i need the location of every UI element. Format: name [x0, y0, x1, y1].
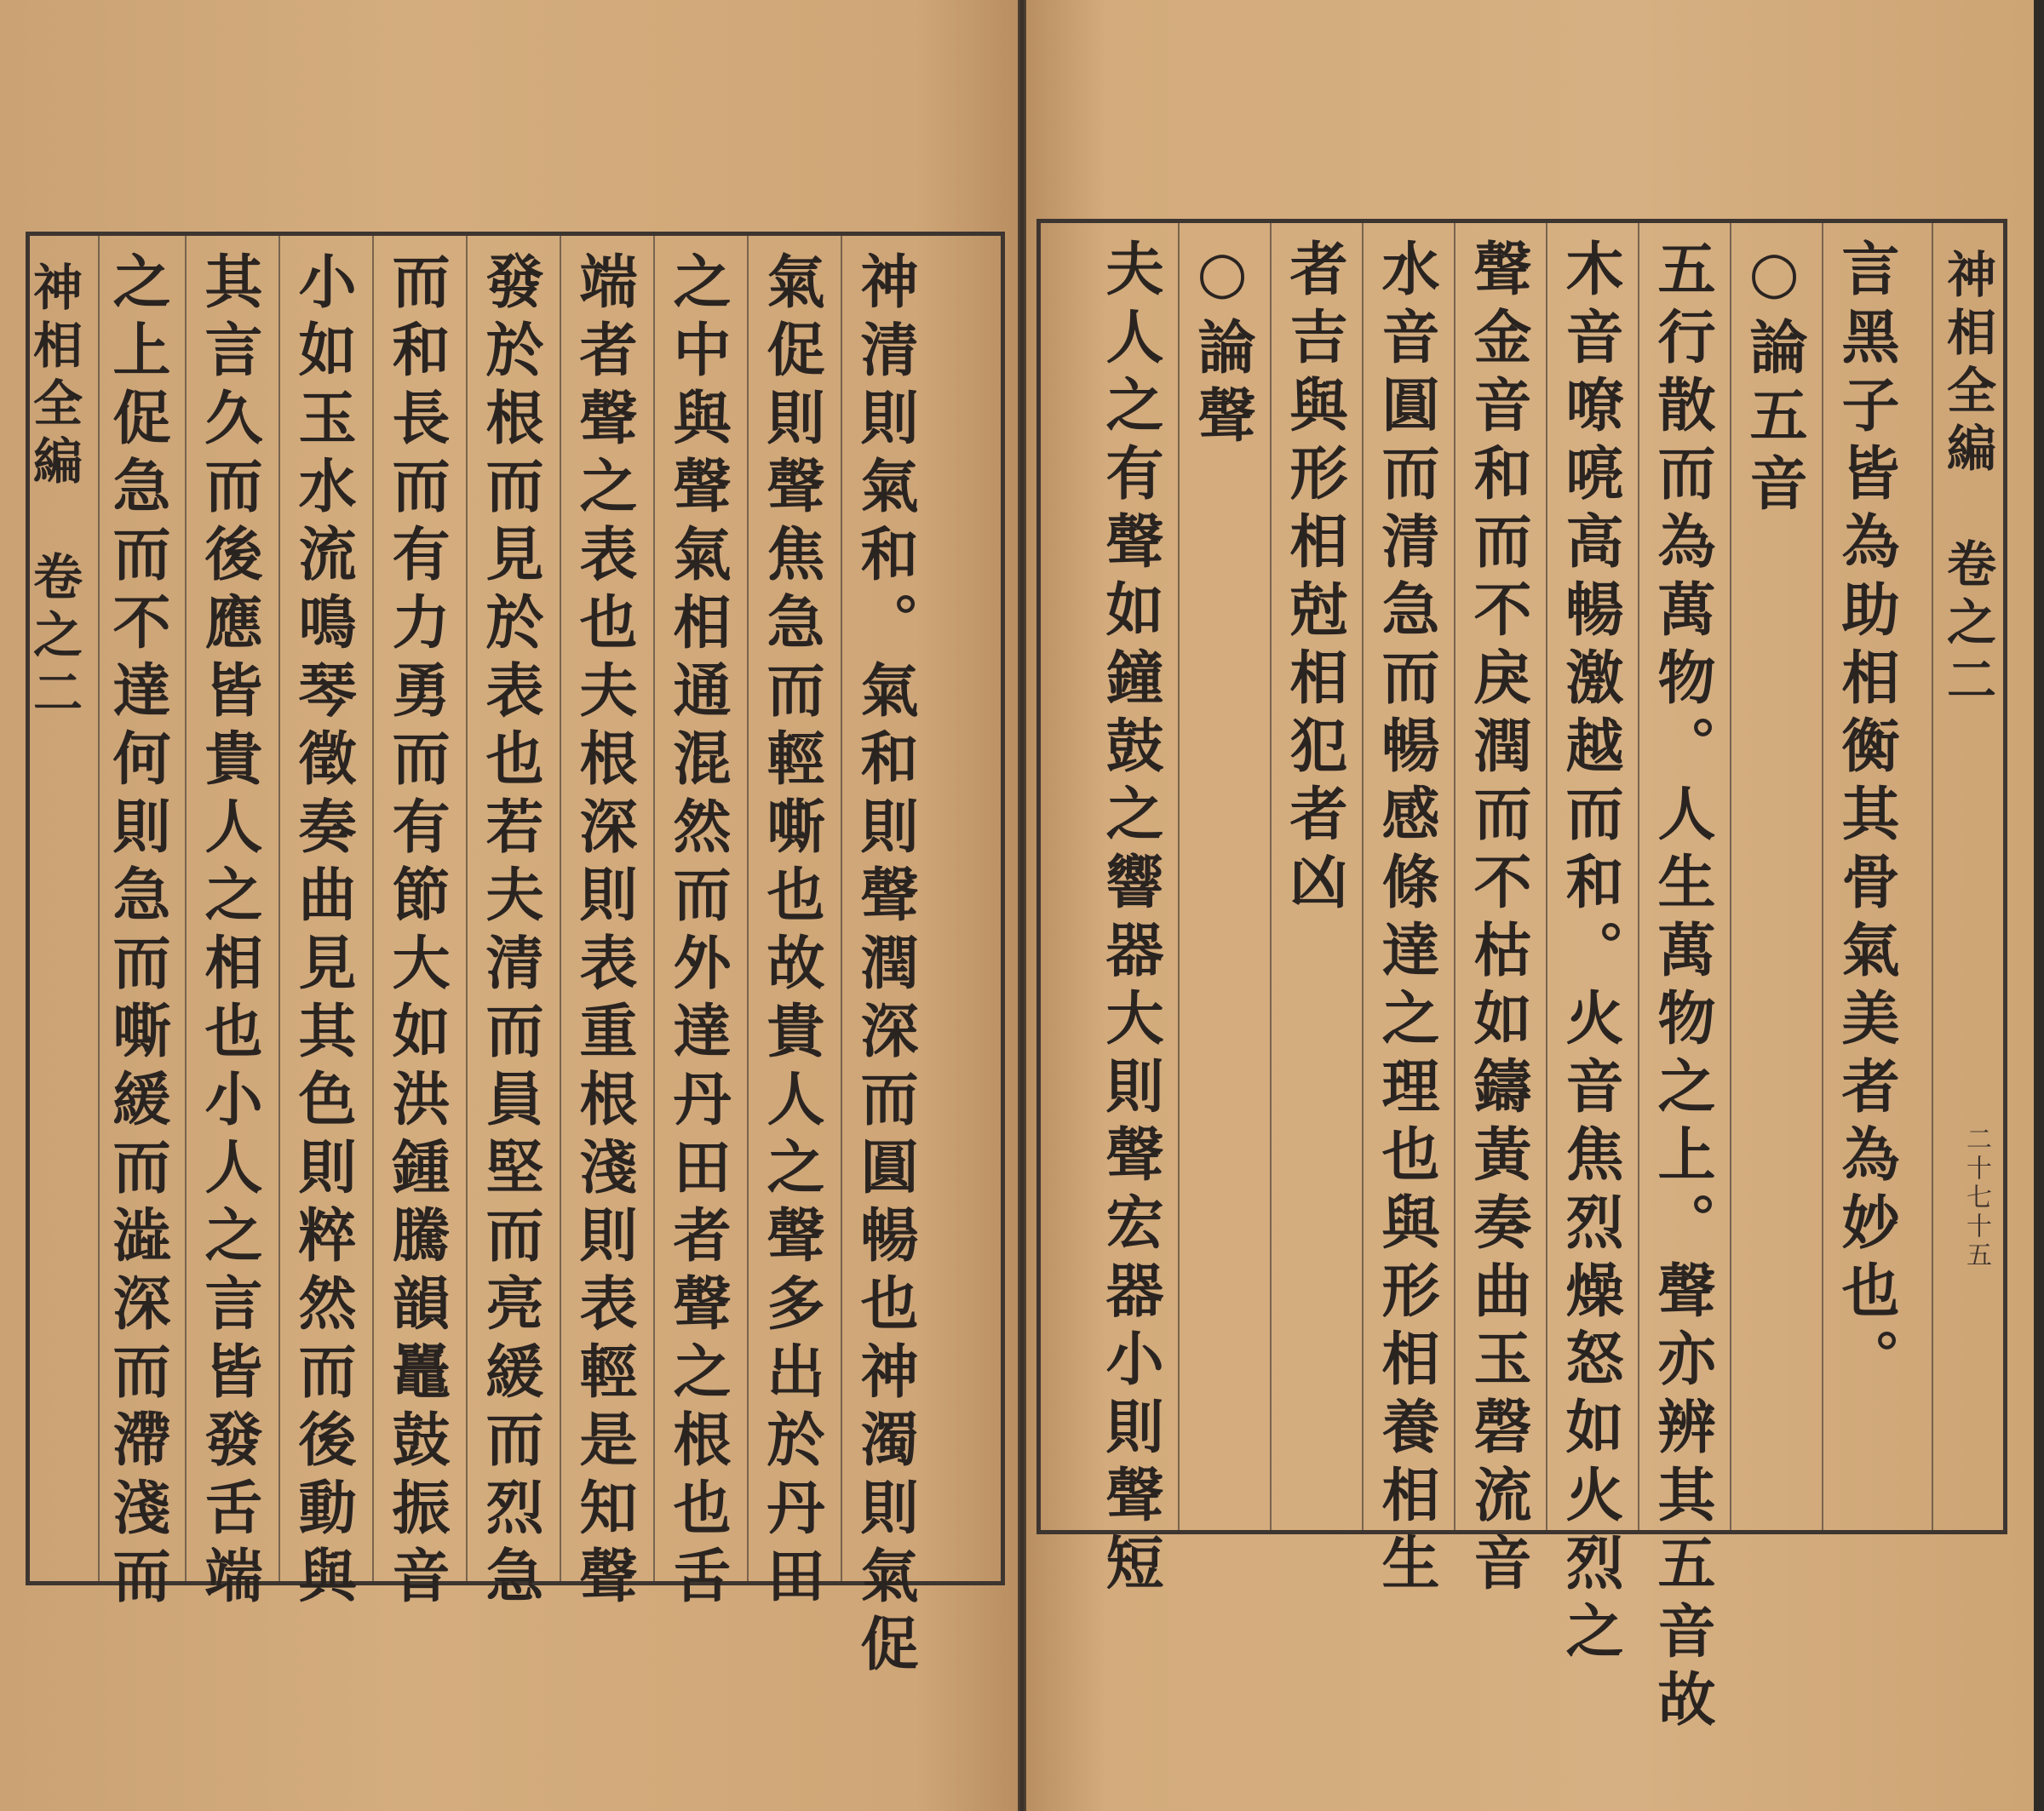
left-text-frame [25, 232, 1005, 1682]
left-column-4: 端者聲之表也夫根深則表重根淺則表輕是知聲 [570, 251, 638, 1613]
column-rule [1638, 223, 1639, 1530]
column-rule [1362, 223, 1364, 1530]
column-rule [747, 236, 749, 1581]
right-page [1026, 0, 2034, 1811]
left-column-5: 發於根而見於表也若夫清而員堅而亮緩而烈急 [476, 251, 544, 1613]
column-rule [1454, 223, 1455, 1530]
folio-number: 二十七十五 [1961, 1126, 1991, 1270]
column-rule [1178, 223, 1180, 1530]
right-margin-title: 神相全編 卷之二 [1938, 249, 1996, 712]
column-rule [841, 236, 842, 1581]
right-text-frame [1036, 219, 2007, 1737]
column-rule [466, 236, 468, 1581]
right-column-5: 聲金音和而不戾潤而不枯如鑄黃奏曲玉磬流音 [1464, 238, 1532, 1601]
column-rule [372, 236, 374, 1581]
right-column-7: 者吉與形相尅相犯者凶 [1280, 238, 1348, 920]
left-column-2: 氣促則聲焦急而輕嘶也故貴人之聲多出於丹田 [757, 251, 825, 1613]
column-rule [1546, 223, 1547, 1530]
column-rule [1822, 223, 1823, 1530]
right-column-9: 夫人之有聲如鐘鼓之響器大則聲宏器小則聲短 [1096, 238, 1164, 1601]
left-column-8: 其言久而後應皆貴人之相也小人之言皆發舌端 [195, 251, 263, 1613]
left-column-7: 小如玉水流鳴琴徵奏曲見其色則粹然而後動與 [289, 251, 357, 1613]
left-column-6: 而和長而有力勇而有節大如洪鍾騰韻鼉鼓振音 [382, 251, 451, 1613]
left-column-1: 神清則氣和。氣和則聲潤深而圓暢也神濁則氣促 [851, 251, 919, 1682]
left-page [0, 0, 1018, 1811]
left-column-3: 之中與聲氣相通混然而外達丹田者聲之根也舌 [663, 251, 732, 1613]
left-margin-title: 神相全編 卷之二 [25, 261, 83, 725]
left-column-9: 之上促急而不達何則急而嘶緩而澁深而滯淺而 [103, 251, 171, 1613]
right-column-3: 五行散而為萬物。人生萬物之上。聲亦辨其五音故 [1648, 238, 1716, 1737]
column-rule [278, 236, 280, 1581]
right-column-1: 言黑子皆為助相𧗽其骨氣美者為妙也。 [1832, 238, 1900, 1396]
right-column-8: ○論聲 [1188, 238, 1256, 453]
column-rule [1270, 223, 1272, 1530]
right-column-4: 木音嘹喨高暢激越而和。火音焦烈燥怒如火烈之 [1556, 238, 1624, 1669]
column-rule [560, 236, 561, 1581]
right-column-2: ○論五音 [1740, 238, 1808, 521]
right-column-6: 水音圓而清急而暢感條達之理也與形相養相生 [1372, 238, 1440, 1601]
column-rule [98, 236, 100, 1581]
column-rule [653, 236, 655, 1581]
column-rule [1932, 223, 1933, 1530]
column-rule [185, 236, 187, 1581]
column-rule [1730, 223, 1731, 1530]
